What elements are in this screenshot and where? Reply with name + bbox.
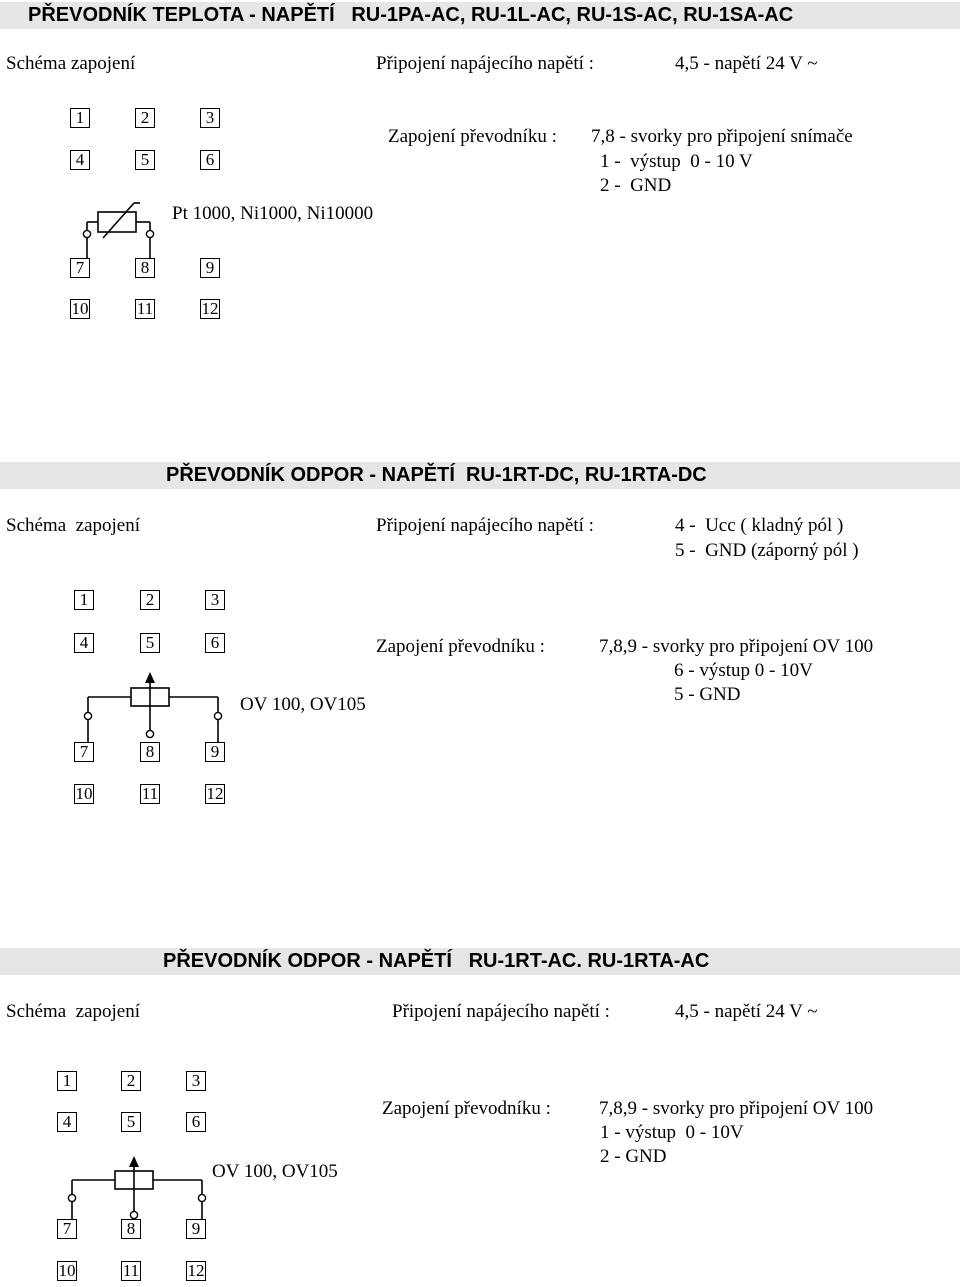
sensor-label: OV 100, OV105 (212, 1161, 338, 1182)
supply-label: Připojení napájecího napětí : (392, 1001, 610, 1022)
terminal-3: 3 (205, 590, 225, 610)
terminal-12: 12 (187, 1261, 205, 1280)
terminal-10: 10 (71, 299, 89, 318)
connection-line: 5 - GND (674, 684, 741, 705)
connection-line: 1 - výstup 0 - 10 V (600, 151, 753, 172)
terminal-5: 5 (121, 1112, 141, 1132)
connection-line: 2 - GND (600, 175, 672, 196)
terminal-2: 2 (135, 108, 155, 128)
connection-label: Zapojení převodníku : (382, 1098, 551, 1119)
supply-label: Připojení napájecího napětí : (376, 515, 594, 536)
terminal-8: 8 (140, 742, 160, 762)
schema-label: Schéma zapojení (6, 1001, 141, 1022)
section-title: PŘEVODNÍK TEPLOTA - NAPĚTÍ RU-1PA-AC, RU-1L-AC, RU-1S-AC, RU-1SA-AC (0, 2, 960, 29)
schema-label: Schéma zapojení (6, 53, 136, 74)
connection-line: 7,8 - svorky pro připojení snímače (591, 126, 853, 147)
terminal-4: 4 (57, 1112, 77, 1132)
terminal-11: 11 (141, 784, 159, 803)
terminal-6: 6 (186, 1112, 206, 1132)
terminal-10: 10 (58, 1261, 76, 1280)
connection-line: 7,8,9 - svorky pro připojení OV 100 (599, 636, 874, 657)
connection-line: 2 - GND (600, 1146, 667, 1167)
terminal-7: 7 (70, 258, 90, 278)
terminal-12: 12 (206, 784, 224, 803)
supply-line: 4,5 - napětí 24 V ~ (675, 53, 818, 74)
terminal-12: 12 (201, 299, 219, 318)
terminal-1: 1 (70, 108, 90, 128)
terminal-9: 9 (186, 1219, 206, 1239)
terminal-5: 5 (140, 633, 160, 653)
supply-line: 4,5 - napětí 24 V ~ (675, 1001, 818, 1022)
terminal-9: 9 (200, 258, 220, 278)
terminal-7: 7 (74, 742, 94, 762)
terminal-6: 6 (205, 633, 225, 653)
supply-line: 4 - Ucc ( kladný pól ) (675, 515, 844, 536)
terminal-1: 1 (74, 590, 94, 610)
sensor-label: Pt 1000, Ni1000, Ni10000 (172, 203, 374, 224)
terminal-7: 7 (57, 1219, 77, 1239)
terminal-1: 1 (57, 1071, 77, 1091)
schema-label: Schéma zapojení (6, 515, 141, 536)
supply-line: 5 - GND (záporný pól ) (675, 540, 859, 561)
terminal-9: 9 (205, 742, 225, 762)
terminal-2: 2 (140, 590, 160, 610)
connection-line: 7,8,9 - svorky pro připojení OV 100 (599, 1098, 874, 1119)
terminal-10: 10 (75, 784, 93, 803)
terminal-3: 3 (200, 108, 220, 128)
connection-label: Zapojení převodníku : (376, 636, 545, 657)
connection-line: 1 - výstup 0 - 10V (600, 1122, 744, 1143)
terminal-8: 8 (121, 1219, 141, 1239)
terminal-2: 2 (121, 1071, 141, 1091)
terminal-11: 11 (122, 1261, 140, 1280)
terminal-4: 4 (74, 633, 94, 653)
supply-label: Připojení napájecího napětí : (376, 53, 594, 74)
connection-label: Zapojení převodníku : (388, 126, 557, 147)
section-title: PŘEVODNÍK ODPOR - NAPĚTÍ RU-1RT-AC. RU-1RTA-AC (0, 948, 960, 975)
sensor-label: OV 100, OV105 (240, 694, 366, 715)
terminal-8: 8 (135, 258, 155, 278)
terminal-5: 5 (135, 150, 155, 170)
connection-line: 6 - výstup 0 - 10V (674, 660, 813, 681)
terminal-11: 11 (136, 299, 154, 318)
terminal-4: 4 (70, 150, 90, 170)
terminal-3: 3 (186, 1071, 206, 1091)
section-title: PŘEVODNÍK ODPOR - NAPĚTÍ RU-1RT-DC, RU-1RTA-DC (0, 462, 960, 489)
terminal-6: 6 (200, 150, 220, 170)
